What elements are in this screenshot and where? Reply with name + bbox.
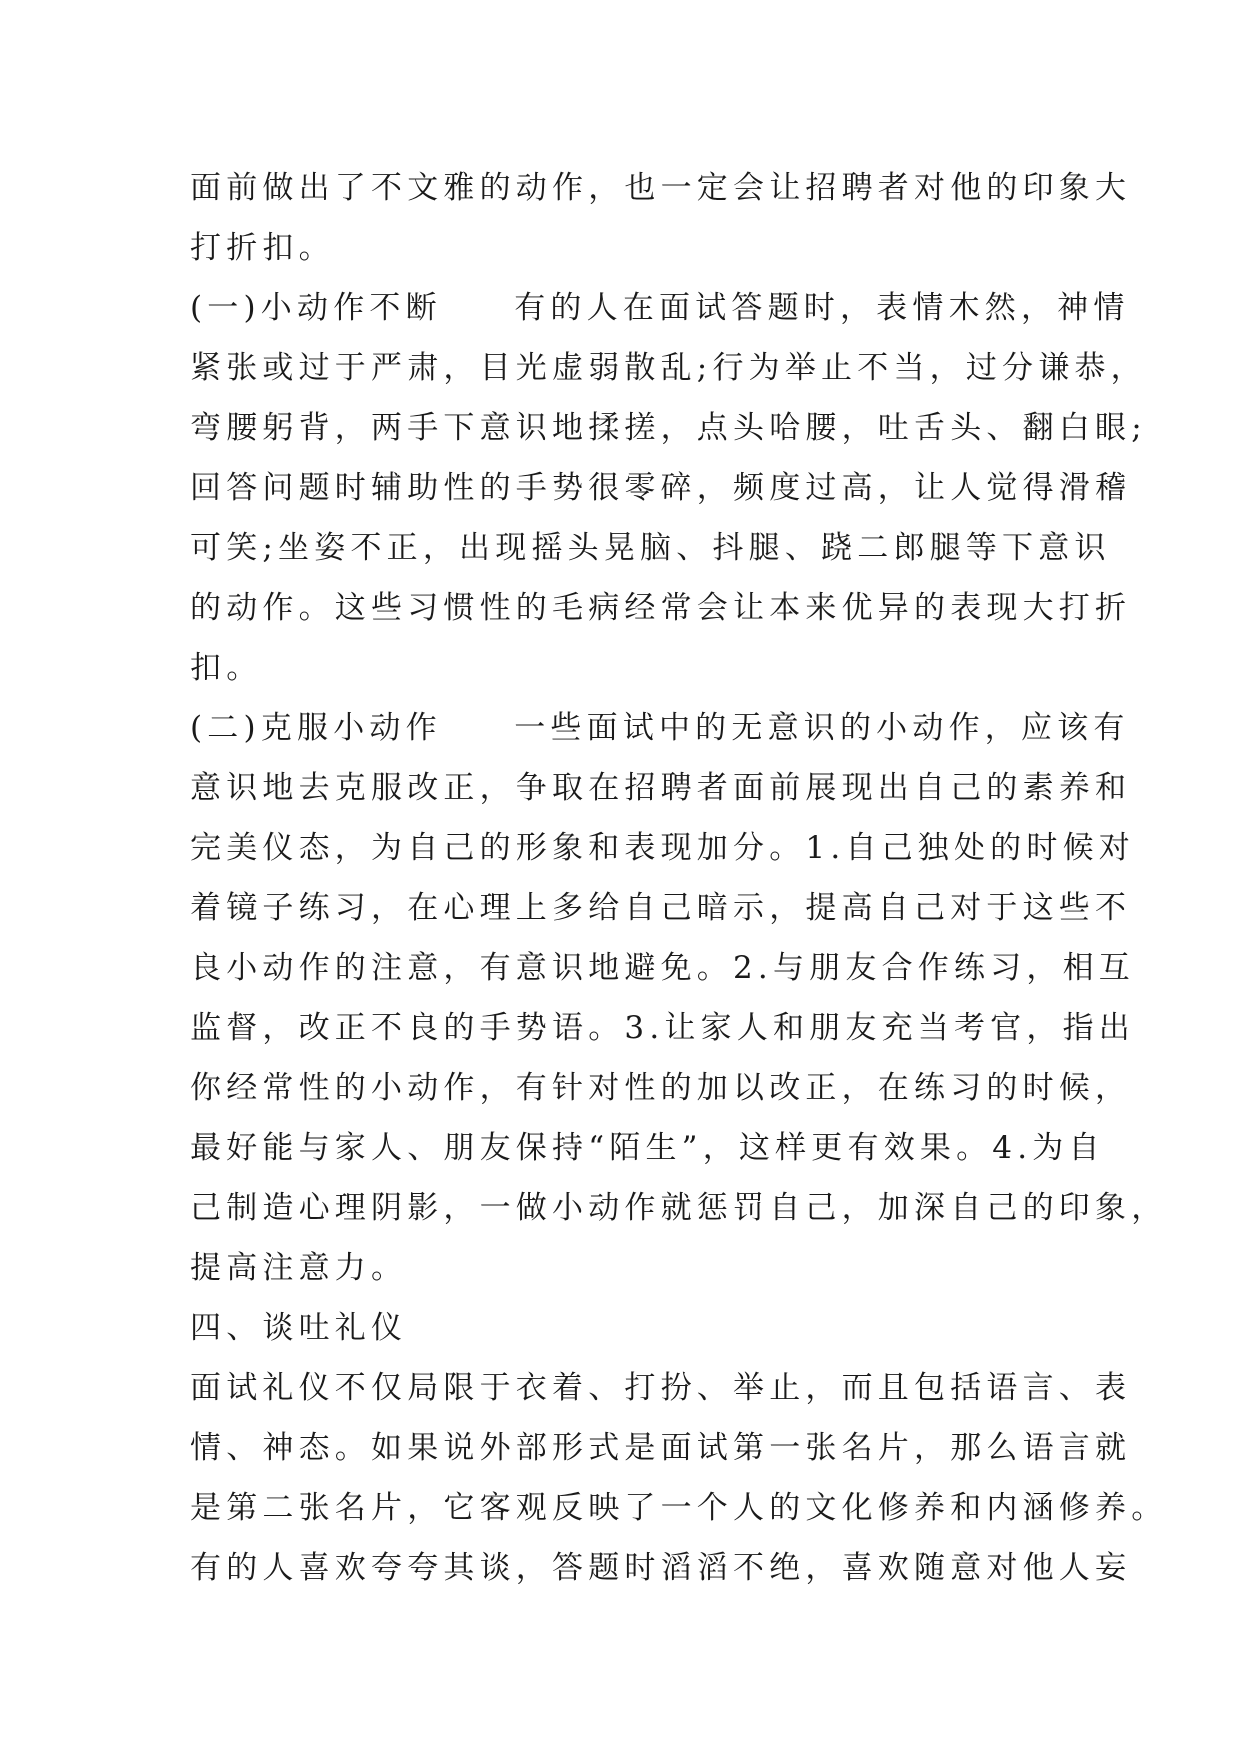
text-line-12: 完美仪态，为自己的形象和表现加分。1.自己独处的时候对 — [190, 830, 1135, 866]
text-line-16: 你经常性的小动作，有针对性的加以改正，在练习的时候， — [190, 1070, 1132, 1106]
text-line-22: 情、神态。如果说外部形式是面试第一张名片，那么语言就 — [190, 1430, 1132, 1466]
text-line-14: 良小动作的注意，有意识地避免。2.与朋友合作练习，相互 — [190, 950, 1135, 986]
text-line-6: 回答问题时辅助性的手势很零碎，频度过高，让人觉得滑稽 — [190, 470, 1132, 506]
text-line-15: 监督，改正不良的手势语。3.让家人和朋友充当考官，指出 — [190, 1010, 1135, 1046]
text-line-9: 扣。 — [190, 650, 263, 686]
text-line-17: 最好能与家人、朋友保持“陌生”，这样更有效果。4.为自 — [190, 1130, 1105, 1166]
section-heading: 四、谈吐礼仪 — [190, 1310, 408, 1346]
text-line-11: 意识地去克服改正，争取在招聘者面前展现出自己的素养和 — [190, 770, 1132, 806]
text-line-1: 面前做出了不文雅的动作，也一定会让招聘者对他的印象大 — [190, 170, 1132, 206]
text-line-10: (二)克服小动作 一些面试中的无意识的小动作，应该有 — [190, 710, 1130, 746]
text-line-7: 可笑;坐姿不正，出现摇头晃脑、抖腿、跷二郎腿等下意识 — [190, 530, 1111, 566]
text-line-19: 提高注意力。 — [190, 1250, 408, 1286]
text-line-21: 面试礼仪不仅局限于衣着、打扮、举止，而且包括语言、表 — [190, 1370, 1132, 1406]
text-line-5: 弯腰躬背，两手下意识地揉搓，点头哈腰，吐舌头、翻白眼; — [190, 410, 1147, 446]
text-line-3: (一)小动作不断 有的人在面试答题时，表情木然，神情 — [190, 290, 1130, 326]
body-text — [190, 158, 1168, 1598]
text-line-24: 有的人喜欢夸夸其谈，答题时滔滔不绝，喜欢随意对他人妄 — [190, 1550, 1132, 1586]
text-line-8: 的动作。这些习惯性的毛病经常会让本来优异的表现大打折 — [190, 590, 1132, 626]
text-line-2: 打折扣。 — [190, 230, 335, 266]
text-line-13: 着镜子练习，在心理上多给自己暗示，提高自己对于这些不 — [190, 890, 1132, 926]
text-line-18: 己制造心理阴影，一做小动作就惩罚自己，加深自己的印象， — [190, 1190, 1168, 1226]
text-line-23: 是第二张名片，它客观反映了一个人的文化修养和内涵修养。 — [190, 1490, 1168, 1526]
text-line-4: 紧张或过于严肃，目光虚弱散乱;行为举止不当，过分谦恭， — [190, 350, 1147, 386]
